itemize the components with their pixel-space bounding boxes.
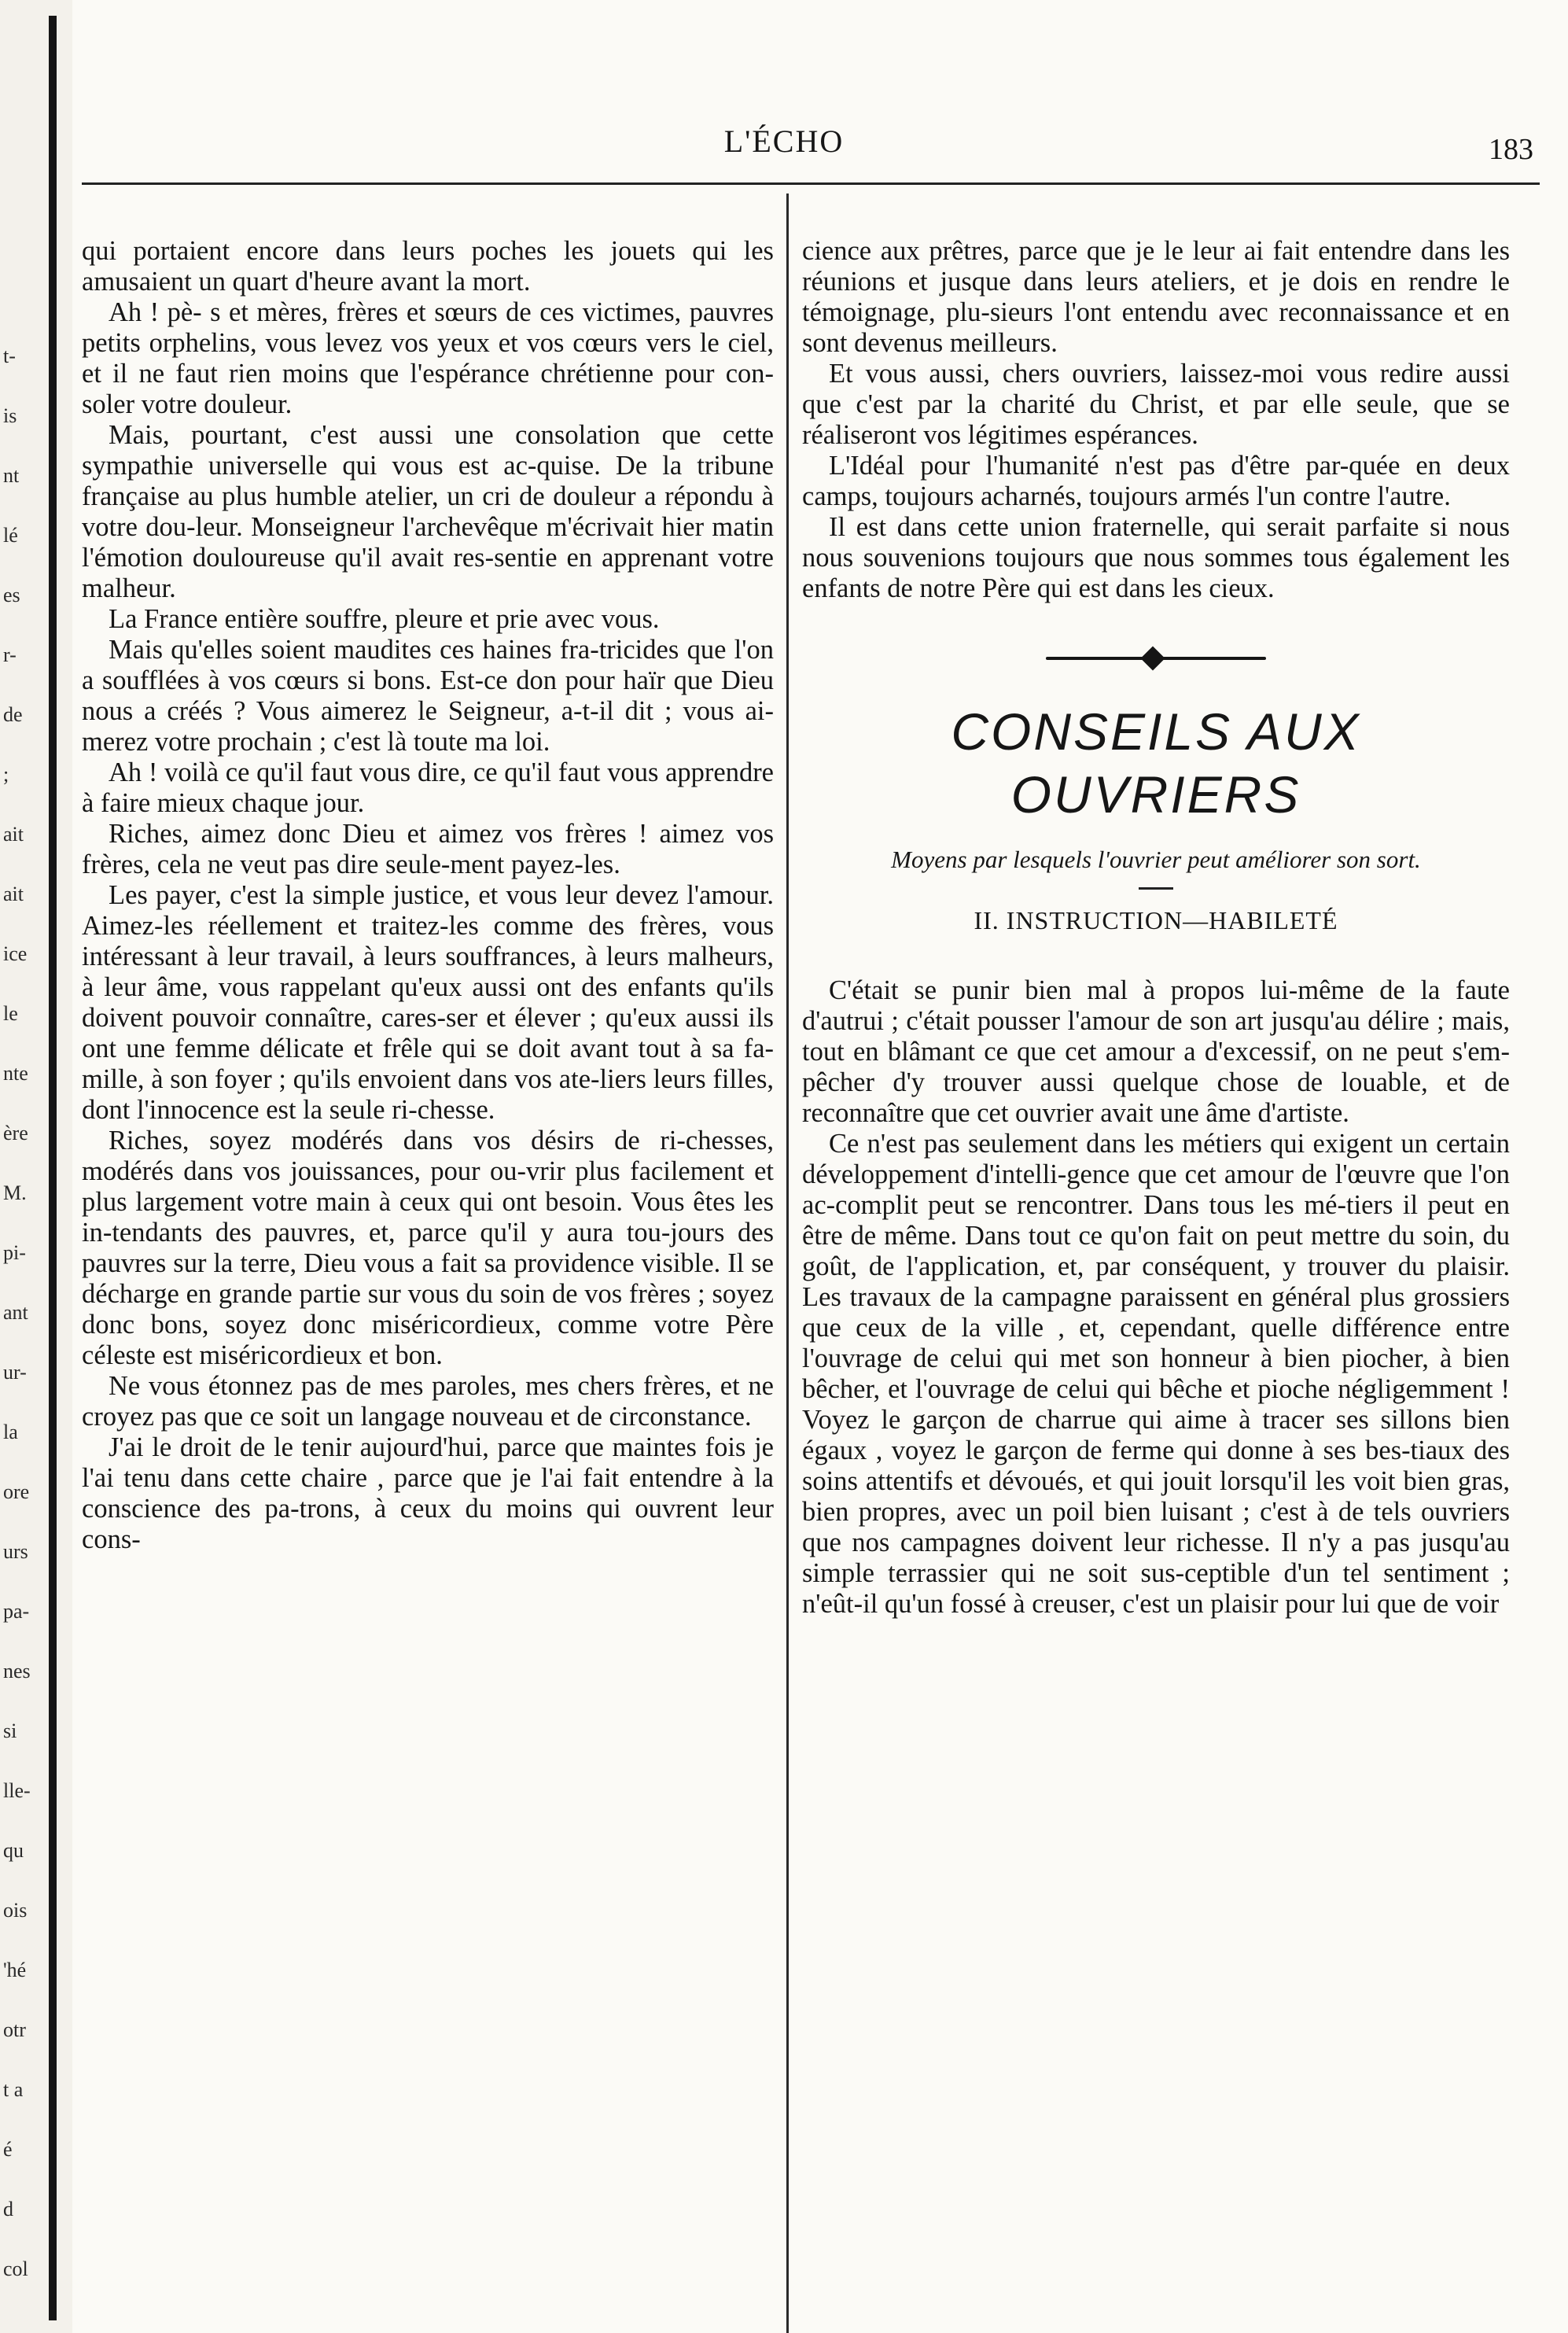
binding-fragment: ur-	[3, 1361, 27, 1384]
ornament-divider	[1046, 653, 1266, 664]
binding-fragment: ait	[3, 883, 24, 905]
binding-fragment: r-	[3, 643, 17, 666]
column-divider	[786, 193, 789, 2333]
paragraph: Ne vous étonnez pas de mes paroles, mes chers frères, et ne croyez pas que ce soit un langage nouveau et de circonstance.	[82, 1371, 774, 1432]
binding-fragment: 'hé	[3, 1959, 27, 1981]
binding-fragment: pa-	[3, 1600, 30, 1623]
ornament-diamond-icon	[1140, 646, 1165, 670]
binding-fragment: ois	[3, 1899, 28, 1922]
binding-fragment: nes	[3, 1660, 31, 1682]
section-title: CONSEILS AUX OUVRIERS	[951, 702, 1361, 824]
paragraph: Ah ! voilà ce qu'il faut vous dire, ce qu'il faut vous apprendre à faire mieux chaque jour.	[82, 757, 774, 818]
binding-fragment: ait	[3, 823, 24, 846]
paragraph: Ah ! pè- s et mères, frères et sœurs de ces victimes, pauvres petits orphelins, vous levez vos yeux et vos cœurs vers le ciel, et il ne faut rien moins que l'espérance chrétienne pour con-soler votre douleur.	[82, 297, 774, 419]
paragraph: Les payer, c'est la simple justice, et vous leur devez l'amour. Aimez-les réellement et traitez-les comme des frères, vous intéressant à leur travail, à leurs souffrances, à leurs malheurs, à leur âme, vous rappelant qu'eux aussi ont des enfants qu'ils doivent pouvoir connaître, cares-ser et élever ; qu'eux aussi ils ont une femme délicate et frêle qui se doit avant tout à sa fa-mille, à son foyer ; qu'ils envoient dans vos ate-liers leurs filles, dont l'innocence est la seule ri-chesse.	[82, 880, 774, 1125]
binding-fragment: M.	[3, 1181, 27, 1204]
binding-fragment: é	[3, 2138, 13, 2161]
section-subtitle: Moyens par lesquels l'ouvrier peut améliorer son sort.	[891, 846, 1421, 873]
paragraph: Ce n'est pas seulement dans les métiers qui exigent un certain développement d'intelli-gence que cet amour de l'œuvre que l'on ac-complit peut se rencontrer. Dans tous les mé-tiers il peut en être de même. Dans tout ce qu'on fait on peut mettre du soin, du goût, de l'application, et, par conséquent, y trouver du plaisir. Les travaux de la campagne paraissent en général plus grossiers que ceux de la ville , et, cependant, quelle différence entre l'ouvrage de celui qui met son honneur à bien piocher, à bien bêcher, et l'ouvrage de celui qui bêche et pioche négligemment ! Voyez le garçon de charrue qui aime à tracer ses sillons bien égaux , voyez le garçon de ferme qui donne à ses bes-tiaux des soins attentifs et dévoués, et qui jouit lorsqu'il les voit bien gras, bien propres, avec un poil bien luisant ; c'est à de tels ouvriers que nos campagnes doivent leur richesse. Il n'y a pas jusqu'au simple terrassier qui ne soit sus-ceptible d'un tel sentiment ; n'eût-il qu'un fossé à creuser, c'est un plaisir pour lui que de voir	[802, 1129, 1510, 1619]
paragraph: L'Idéal pour l'humanité n'est pas d'être par-quée en deux camps, toujours acharnés, toujours armés l'un contre l'autre.	[802, 451, 1510, 511]
right-column	[802, 236, 1510, 1620]
paragraph: qui portaient encore dans leurs poches les jouets qui les amusaient un quart d'heure avant la mort.	[82, 236, 774, 297]
binding-fragment: col	[3, 2257, 28, 2280]
running-title: L'ÉCHO	[723, 123, 845, 159]
binding-fragment: la	[3, 1421, 18, 1443]
binding-fragment: nt	[3, 464, 20, 487]
paragraph: J'ai le droit de le tenir aujourd'hui, parce que maintes fois je l'ai tenu dans cette chaire , parce que je l'ai fait entendre à la conscience des pa-trons, à ceux du moins qui ouvrent leur cons-	[82, 1432, 774, 1554]
paragraph: Riches, soyez modérés dans vos désirs de ri-chesses, modérés dans vos jouissances, pour ou-vrir plus facilement et plus largement votre main à ceux qui ont besoin. Vous êtes les in-tendants des pauvres, et, parce qu'il y aura tou-jours des pauvres sur la terre, Dieu vous a fait sa providence visible. Il se décharge en grande partie sur vous du soin de vos frères ; soyez donc bons, soyez donc miséricordieux, comme votre Père céleste est miséricordieux et bon.	[82, 1126, 774, 1370]
binding-fragment: ice	[3, 942, 28, 965]
binding-margin	[0, 0, 72, 2333]
binding-fragment: ère	[3, 1122, 28, 1144]
binding-fragment: es	[3, 584, 20, 606]
section-heading: II. INSTRUCTION—HABILETÉ	[974, 906, 1338, 934]
paragraph: La France entière souffre, pleure et prie avec vous.	[109, 604, 660, 634]
binding-fragment: qu	[3, 1839, 24, 1862]
header-rule	[82, 182, 1540, 185]
binding-fragment: lé	[3, 524, 18, 547]
binding-fragment: ore	[3, 1480, 30, 1503]
binding-fragment: is	[3, 404, 17, 427]
paragraph: Mais qu'elles soient maudites ces haines fra-tricides que l'on a soufflées à vos cœurs si bons. Est-ce don pour haïr que Dieu nous a créés ? Vous aimerez le Seigneur, a-t-il dit ; vous ai-merez votre prochain ; c'est là toute ma loi.	[82, 635, 774, 757]
subtitle-dash	[1139, 887, 1173, 890]
paragraph: C'était se punir bien mal à propos lui-même de la faute d'autrui ; c'était pousser l'amour de son art jusqu'au délire ; mais, tout en blâmant ce que cet amour a d'excessif, on ne peut s'em-pêcher d'y trouver aussi quelque chose de louable, et de reconnaître que cet ouvrier avait une âme d'artiste.	[802, 975, 1510, 1128]
binding-fragment: otr	[3, 2018, 26, 2041]
paragraph: Il est dans cette union fraternelle, qui serait parfaite si nous nous souvenions toujours que nous sommes tous également les enfants de notre Père qui est dans les cieux.	[802, 512, 1510, 603]
binding-fragment: t-	[3, 345, 16, 367]
binding-fragment: ;	[3, 763, 9, 786]
binding-fragment: urs	[3, 1540, 28, 1563]
binding-fragment: le	[3, 1002, 18, 1025]
binding-fragment: pi-	[3, 1241, 26, 1264]
paragraph: Mais, pourtant, c'est aussi une consolation que cette sympathie universelle qui vous est ac-quise. De la tribune française au plus humble atelier, un cri de douleur a répondu à votre dou-leur. Monseigneur l'archevêque m'écrivait hier matin l'émotion douloureuse qu'il avait res-sentie en apprenant votre malheur.	[82, 420, 774, 603]
binding-rule	[49, 16, 57, 2320]
binding-fragment: lle-	[3, 1779, 31, 1802]
binding-fragment: ant	[3, 1301, 28, 1324]
left-column	[82, 236, 774, 1555]
binding-fragment: nte	[3, 1062, 28, 1085]
binding-fragment: d	[3, 2198, 13, 2221]
paragraph: Et vous aussi, chers ouvriers, laissez-moi vous redire aussi que c'est par la charité du Christ, et par elle seule, que se réaliseront vos légitimes espérances.	[802, 359, 1510, 450]
page-number: 183	[1489, 133, 1533, 166]
binding-fragment: si	[3, 1719, 17, 1742]
paragraph: cience aux prêtres, parce que je le leur ai fait entendre dans les réunions et jusque dans leurs ateliers, et je dois en rendre le témoignage, plu-sieurs l'ont entendu avec reconnaissance et en sont devenus meilleurs.	[802, 236, 1510, 358]
paragraph: Riches, aimez donc Dieu et aimez vos frères ! aimez vos frères, cela ne veut pas dire seule-ment payez-les.	[82, 819, 774, 879]
binding-fragment: de	[3, 703, 23, 726]
binding-fragment: t a	[3, 2078, 24, 2101]
